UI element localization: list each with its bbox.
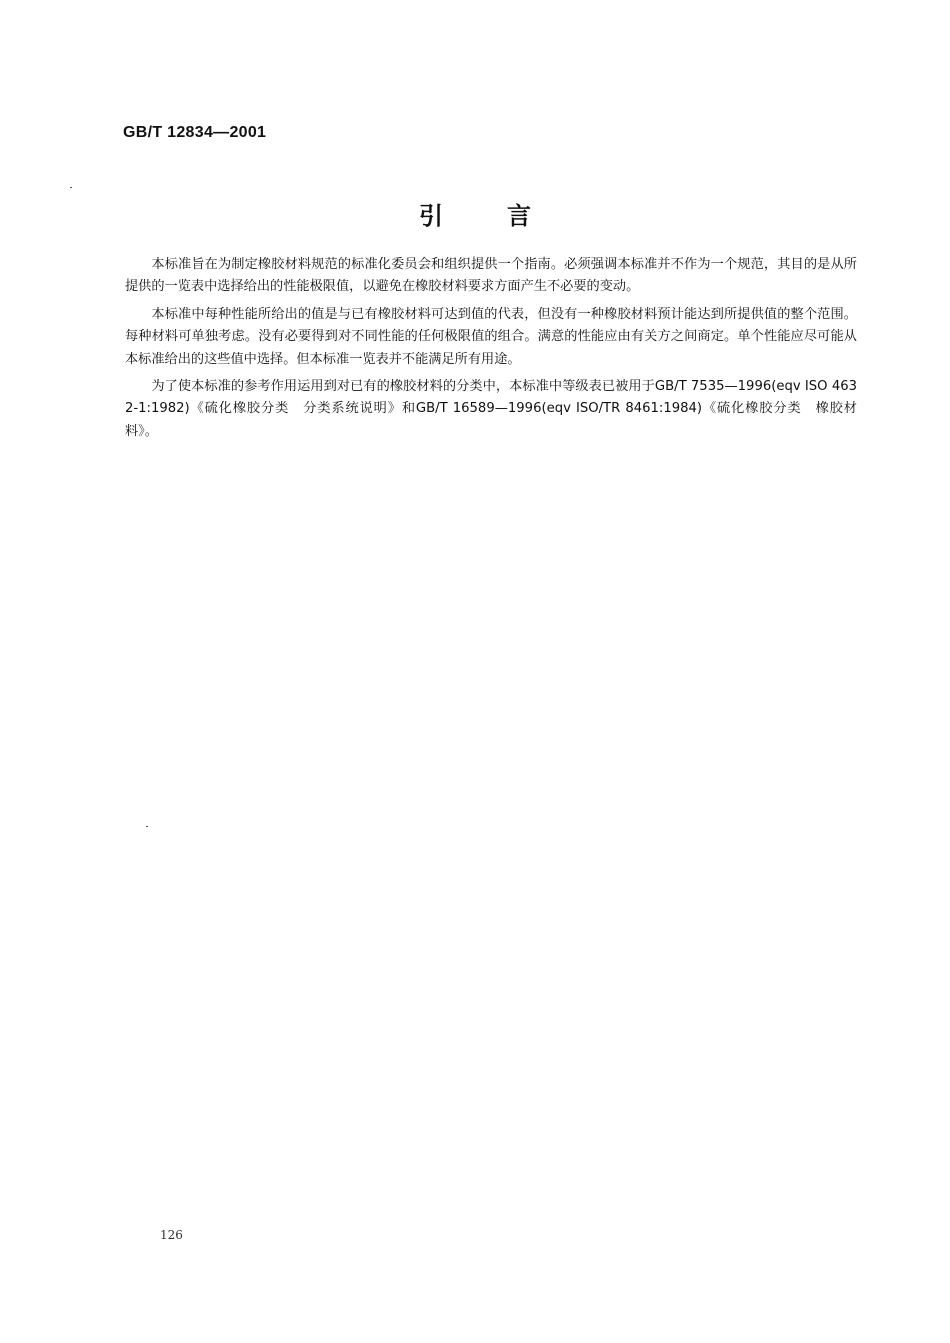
paragraph-2: 本标准中每种性能所给出的值是与已有橡胶材料可达到值的代表，但没有一种橡胶材料预计能达到所提供值的整个范围。每种材料可单独考虑。没有必要得到对不同性能的任何极限值的组合。满意的性能应由有关方之间商定。单个性能应尽可能从本标准给出的这些值中选择。但本标准一览表并不能满足所有用途。: [125, 306, 857, 367]
introduction-body: [125, 254, 857, 448]
section-title: 引言: [419, 202, 595, 230]
standard-code-header: GB/T 12834—2001: [123, 124, 267, 141]
paragraph-1: 本标准旨在为制定橡胶材料规范的标准化委员会和组织提供一个指南。必须强调本标准并不作为一个规范，其目的是从所提供的一览表中选择给出的性能极限值，以避免在橡胶材料要求方面产生不必要的变动。: [125, 257, 857, 295]
scan-speck: [146, 826, 148, 827]
page-number: 126: [160, 1228, 183, 1242]
scan-speck: [70, 187, 72, 188]
paragraph-3: 为了使本标准的参考作用运用到对已有的橡胶材料的分类中，本标准中等级表已被用于GB/T 7535—1996(eqv ISO 4632-1:1982)《硫化橡胶分类 分类系统说明》和GB/T 16589—1996(eqv ISO/TR 8461:1984)《硫化橡胶分类 橡胶材料》。: [125, 379, 857, 439]
